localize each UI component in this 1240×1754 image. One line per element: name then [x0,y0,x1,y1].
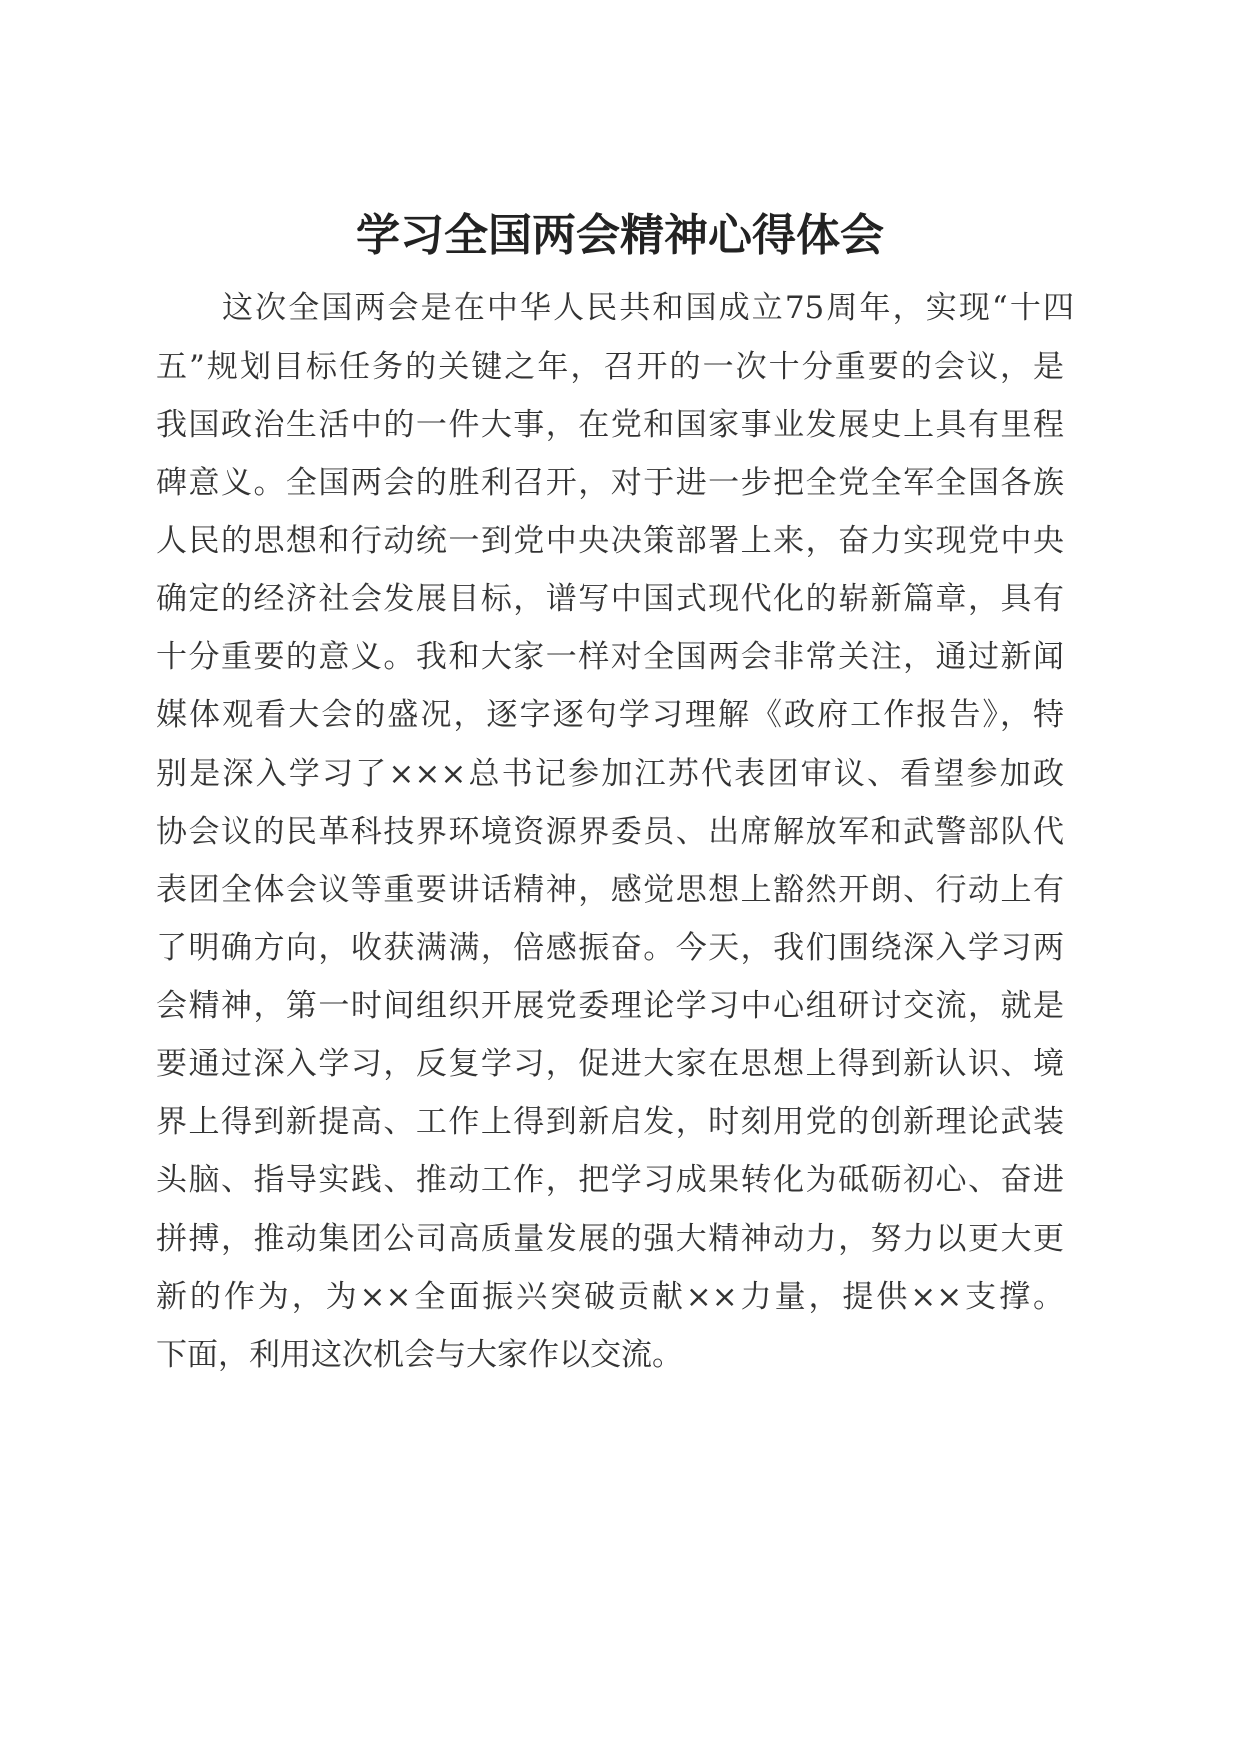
document-title: 学习全国两会精神心得体会 [356,210,884,261]
paragraph-line: 五”规划目标任务的关键之年，召开的一次十分重要的会议，是 [156,349,1064,385]
paragraph-line: 新的作为，为××全面振兴突破贡献××力量，提供××支撑。 [156,1279,1064,1315]
paragraph-line: 碑意义。全国两会的胜利召开，对于进一步把全党全军全国各族 [156,465,1064,501]
paragraph-line: 人民的思想和行动统一到党中央决策部署上来，奋力实现党中央 [156,523,1064,559]
paragraph-line: 要通过深入学习，反复学习，促进大家在思想上得到新认识、境 [156,1046,1064,1082]
paragraph-line: 确定的经济社会发展目标，谱写中国式现代化的崭新篇章，具有 [156,581,1064,617]
paragraph-line: 表团全体会议等重要讲话精神，感觉思想上豁然开朗、行动上有 [156,872,1064,908]
paragraph-line: 下面，利用这次机会与大家作以交流。 [156,1337,683,1373]
paragraph-line: 我国政治生活中的一件大事，在党和国家事业发展史上具有里程 [156,407,1064,443]
paragraph-line: 协会议的民革科技界环境资源界委员、出席解放军和武警部队代 [156,814,1064,850]
paragraph-line: 这次全国两会是在中华人民共和国成立75周年，实现“十四 [222,290,1074,326]
paragraph-line: 会精神，第一时间组织开展党委理论学习中心组研讨交流，就是 [156,988,1064,1024]
paragraph-line: 十分重要的意义。我和大家一样对全国两会非常关注，通过新闻 [156,639,1064,675]
paragraph-line: 了明确方向，收获满满，倍感振奋。今天，我们围绕深入学习两 [156,930,1064,966]
paragraph-line: 别是深入学习了×××总书记参加江苏代表团审议、看望参加政 [156,756,1064,792]
paragraph-line: 界上得到新提高、工作上得到新启发，时刻用党的创新理论武装 [156,1104,1064,1140]
paragraph-line: 媒体观看大会的盛况，逐字逐句学习理解《政府工作报告》，特 [156,697,1064,733]
paragraph-line: 拼搏，推动集团公司高质量发展的强大精神动力，努力以更大更 [156,1221,1064,1257]
paragraph-line: 头脑、指导实践、推动工作，把学习成果转化为砥砺初心、奋进 [156,1162,1064,1198]
